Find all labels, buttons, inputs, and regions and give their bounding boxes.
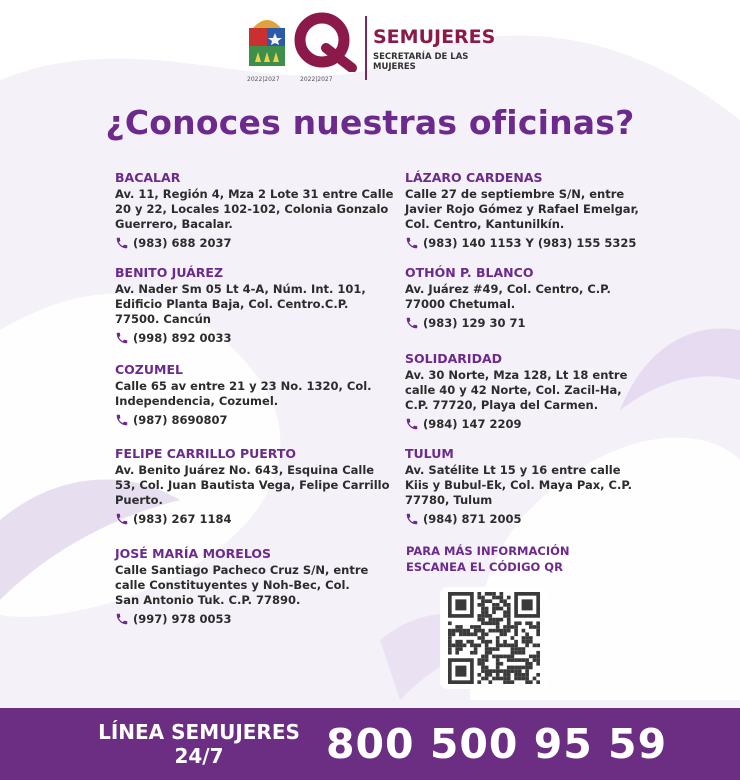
brand-name: SEMUJERES — [373, 26, 496, 48]
phone-number: (983) 129 30 71 — [423, 316, 526, 330]
qr-code-icon[interactable] — [448, 592, 540, 684]
office-othon-p-blanco — [405, 265, 615, 330]
office-phone — [115, 512, 395, 526]
office-phone — [115, 331, 395, 345]
hotline-footer — [0, 708, 740, 780]
phone-icon — [405, 417, 419, 431]
qr-info-line-2: ESCANEA EL CÓDIGO QR — [406, 560, 563, 574]
office-name: SOLIDARIDAD — [405, 351, 502, 366]
hotline-line-2: 24/7 — [174, 744, 224, 768]
office-solidaridad — [405, 351, 635, 431]
office-name: FELIPE CARRILLO PUERTO — [115, 446, 297, 461]
office-name: OTHÓN P. BLANCO — [405, 265, 534, 280]
q-logo-label: 2022|2027 — [300, 76, 333, 83]
office-address: Av. Nader Sm 05 Lt 4-A, Núm. Int. 101, Edificio Planta Baja, Col. Centro.C.P. 77500. Cancún — [115, 282, 366, 326]
office-tulum — [405, 446, 645, 526]
qr-code-card[interactable] — [440, 587, 548, 689]
hotline-line-1: LÍNEA SEMUJERES — [98, 720, 300, 744]
phone-icon — [405, 316, 419, 330]
office-address: Calle 65 av entre 21 y 23 No. 1320, Col. Independencia, Cozumel. — [115, 379, 372, 408]
phone-icon — [115, 512, 129, 526]
phone-icon — [115, 413, 129, 427]
office-lazaro-cardenas — [405, 170, 645, 250]
phone-number: (984) 147 2209 — [423, 417, 522, 431]
phone-number: (987) 8690807 — [133, 413, 228, 427]
office-phone — [405, 512, 645, 526]
hotline-label — [86, 720, 312, 768]
office-phone — [115, 612, 375, 626]
qr-info-text — [406, 543, 570, 575]
brand-subtitle: SECRETARÍA DE LAS MUJERES — [373, 52, 469, 72]
phone-number: (997) 978 0053 — [133, 612, 232, 626]
office-benito-juarez — [115, 265, 395, 345]
office-name: COZUMEL — [115, 362, 183, 377]
phone-number: (983) 267 1184 — [133, 512, 232, 526]
office-jose-maria-morelos — [115, 546, 375, 626]
office-phone — [115, 236, 395, 250]
phone-icon — [115, 612, 129, 626]
office-cozumel — [115, 362, 395, 427]
office-address: Av. Satélite Lt 15 y 16 entre calle Kiis y Bubul-Ek, Col. Maya Pax, C.P. 77780, Tulum — [405, 463, 633, 507]
phone-icon — [405, 236, 419, 250]
office-phone — [405, 417, 635, 431]
phone-number: (983) 688 2037 — [133, 236, 232, 250]
hotline-number[interactable]: 800 500 95 59 — [326, 720, 668, 768]
phone-number: (998) 892 0033 — [133, 331, 232, 345]
page-title: ¿Conoces nuestras oficinas? — [105, 103, 635, 142]
office-address: Calle 27 de septiembre S/N, entre Javier Rojo Gómez y Rafael Emelgar, Col. Centro, Kantunilkín. — [405, 187, 639, 231]
office-name: TULUM — [405, 446, 454, 461]
office-address: Av. Juárez #49, Col. Centro, C.P. 77000 Chetumal. — [405, 282, 611, 311]
office-name: LÁZARO CARDENAS — [405, 170, 543, 185]
office-address: Av. Benito Juárez No. 643, Esquina Calle 53, Col. Juan Bautista Vega, Felipe Carrillo Puerto. — [115, 463, 390, 507]
office-name: BACALAR — [115, 170, 181, 185]
office-phone — [405, 236, 645, 250]
shield-label: 2022|2027 — [247, 76, 280, 83]
office-address: Av. 11, Región 4, Mza 2 Lote 31 entre Calle 20 y 22, Locales 102-102, Colonia Gonzalo Guerrero, Bacalar. — [115, 187, 394, 231]
phone-icon — [115, 236, 129, 250]
qr-info-line-1: PARA MÁS INFORMACIÓN — [406, 544, 570, 558]
office-address: Av. 30 Norte, Mza 128, Lt 18 entre calle 40 y 42 Norte, Col. Zacil-Ha, C.P. 77720, Playa del Carmen. — [405, 368, 628, 412]
phone-icon — [405, 512, 419, 526]
office-felipe-carrillo-puerto — [115, 446, 395, 526]
office-address: Calle Santiago Pacheco Cruz S/N, entre calle Constituyentes y Noh-Bec, Col. San Antonio Tuk. C.P. 77890. — [115, 563, 369, 607]
office-phone — [115, 413, 395, 427]
office-name: JOSÉ MARÍA MORELOS — [115, 546, 271, 561]
phone-number: (983) 140 1153 Y (983) 155 5325 — [423, 236, 637, 250]
phone-number: (984) 871 2005 — [423, 512, 522, 526]
office-bacalar — [115, 170, 395, 250]
office-phone — [405, 316, 615, 330]
phone-icon — [115, 331, 129, 345]
office-name: BENITO JUÁREZ — [115, 265, 224, 280]
